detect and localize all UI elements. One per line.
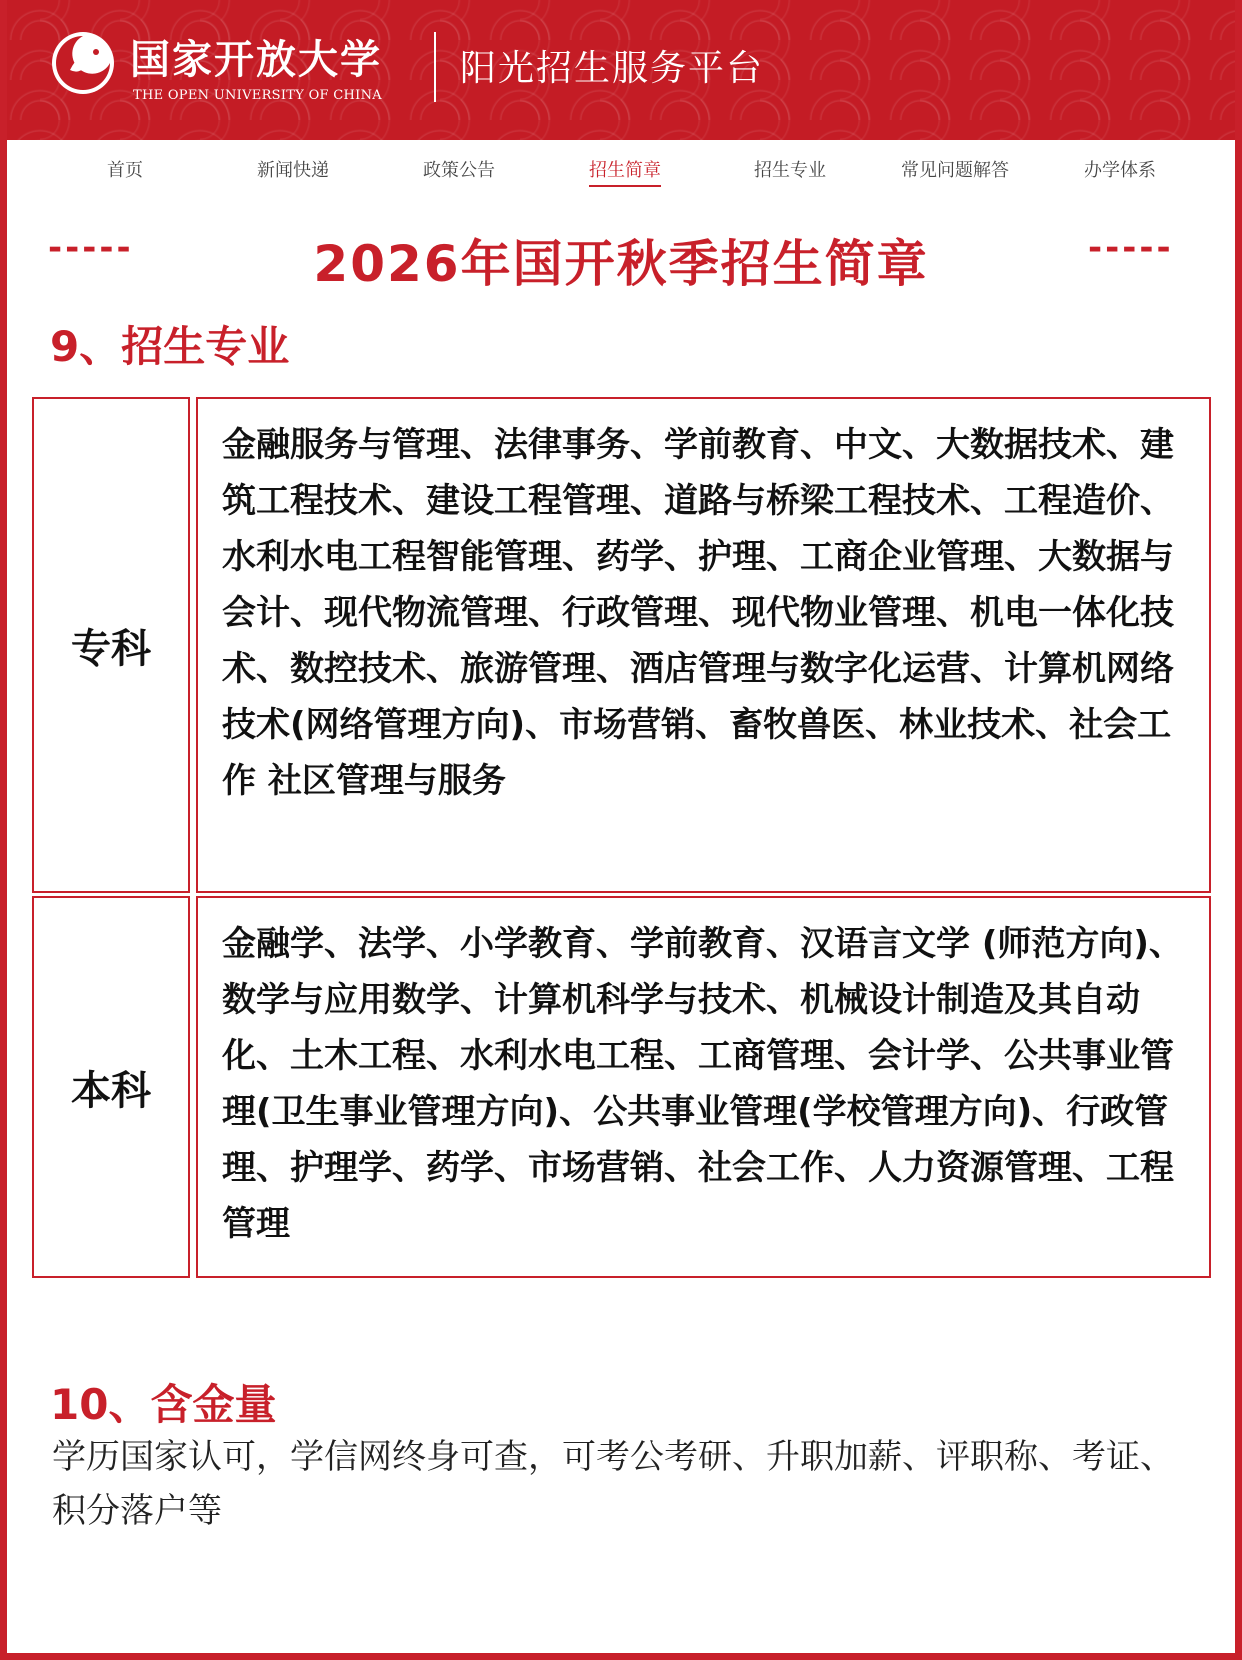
section-heading-majors: 9、招生专业	[50, 322, 290, 371]
value-description: 学历国家认可，学信网终身可查，可考公考研、升职加薪、评职称、考证、积分落户等	[52, 1437, 1174, 1531]
row-label-bachelor: 本科	[32, 896, 190, 1278]
nav-item-faq[interactable]: 常见问题解答	[901, 160, 1009, 181]
row-label-associate: 专科	[32, 397, 190, 893]
nav-item-home[interactable]: 首页	[107, 160, 143, 181]
title-dashes-right: -----	[1088, 228, 1174, 268]
row-content-bachelor: 金融学、法学、小学教育、学前教育、汉语言文学 (师范方向)、数学与应用数学、计算机科学与技术、机械设计制造及其自动化、土木工程、水利水电工程、工商管理、会计学、公共事业管理(卫生事业管理方向)、公共事业管理(学校管理方向)、行政管理、护理学、药学、市场营销、社会工作、人力资源管理、工程管理	[196, 896, 1211, 1278]
header-divider	[434, 32, 436, 102]
table-row-associate	[32, 397, 1211, 893]
platform-title: 阳光招生服务平台	[460, 48, 765, 89]
university-name-cn: 国家开放大学	[130, 37, 382, 83]
nav-item-news[interactable]: 新闻快递	[257, 160, 329, 181]
nav-item-school-system[interactable]: 办学体系	[1084, 160, 1156, 181]
table-row-bachelor	[32, 896, 1211, 1278]
section-heading-value: 10、含金量	[50, 1380, 277, 1429]
site-header	[0, 0, 1242, 140]
page-title: 2026年国开秋季招生简章	[313, 235, 929, 293]
nav-item-majors[interactable]: 招生专业	[754, 160, 826, 181]
university-name-en: THE OPEN UNIVERSITY OF CHINA	[133, 88, 382, 103]
row-content-associate: 金融服务与管理、法律事务、学前教育、中文、大数据技术、建筑工程技术、建设工程管理、道路与桥梁工程技术、工程造价、水利水电工程智能管理、药学、护理、工商企业管理、大数据与会计、现代物流管理、行政管理、现代物业管理、机电一体化技术、数控技术、旅游管理、酒店管理与数字化运营、计算机网络技术(网络管理方向)、市场营销、畜牧兽医、林业技术、社会工作 社区管理与服务	[196, 397, 1211, 893]
nav-item-admission-guide[interactable]: 招生简章	[589, 156, 661, 187]
nav-item-policy[interactable]: 政策公告	[423, 160, 495, 181]
title-dashes-left: -----	[48, 228, 134, 268]
university-emblem-icon	[50, 30, 116, 96]
main-nav	[7, 140, 1235, 198]
